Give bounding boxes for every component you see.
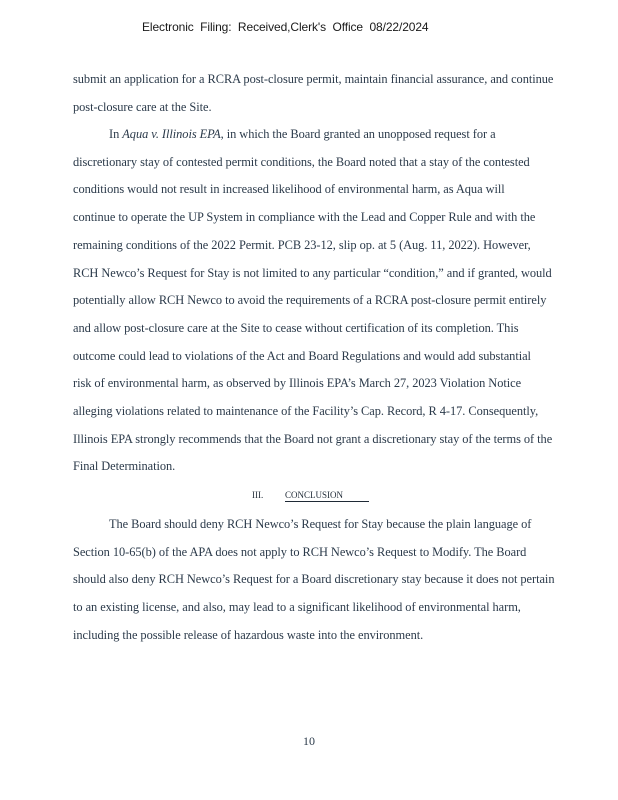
line-prefix: In — [109, 127, 123, 141]
paragraph-conclusion — [73, 511, 603, 650]
paragraph-line: Illinois EPA strongly recommends that the Board not grant a discretionary stay of the terms of the — [73, 431, 553, 446]
paragraph-line: risk of environmental harm, as observed by Illinois EPA’s March 27, 2023 Violation Notice — [73, 376, 522, 391]
paragraph-continued — [73, 66, 603, 121]
paragraph-line: RCH Newco’s Request for Stay is not limited to any particular “condition,” and if granted, would — [73, 265, 552, 280]
paragraph-line: Section 10-65(b) of the APA does not apply to RCH Newco’s Request to Modify. The Board — [73, 544, 527, 559]
paragraph-line — [73, 121, 603, 149]
first-line-text: The Board should deny RCH Newco’s Request for Stay because the plain language of — [109, 517, 532, 531]
paragraph-line: conditions would not result in increased likelihood of environmental harm, as Aqua will — [73, 182, 505, 197]
paragraph-line: continue to operate the UP System in compliance with the Lead and Copper Rule and with the — [73, 210, 536, 225]
paragraph-line: potentially allow RCH Newco to avoid the requirements of a RCRA post-closure permit entirely — [73, 293, 547, 308]
paragraph-line: and allow post-closure care at the Site to cease without certification of its completion. This — [73, 320, 519, 335]
case-name: Aqua v. Illinois EPA — [122, 127, 221, 141]
paragraph-aqua — [73, 121, 603, 481]
paragraph-line: discretionary stay of contested permit conditions, the Board noted that a stay of the contested — [73, 154, 530, 169]
section-title: CONCLUSION — [285, 490, 369, 502]
filing-stamp: Electronic Filing: Received,Clerk's Office 08/22/2024 — [142, 20, 429, 34]
paragraph-line: remaining conditions of the 2022 Permit. PCB 23-12, slip op. at 5 (Aug. 11, 2022). However, — [73, 237, 531, 252]
page-number: 10 — [303, 734, 315, 748]
paragraph-line: including the possible release of hazardous waste into the environment. — [73, 627, 424, 642]
section-number: III. — [252, 490, 264, 500]
paragraph-line: Final Determination. — [73, 459, 176, 474]
paragraph-line: should also deny RCH Newco’s Request for a Board discretionary stay because it does not pertain — [73, 572, 555, 587]
paragraph-line: submit an application for a RCRA post-closure permit, maintain financial assurance, and continue — [73, 72, 554, 86]
paragraph-line: to an existing license, and also, may lead to a significant likelihood of environmental harm, — [73, 600, 521, 615]
paragraph-line — [73, 511, 603, 539]
line-suffix: , in which the Board granted an unopposed request for a — [220, 127, 496, 141]
paragraph-line: outcome could lead to violations of the Act and Board Regulations and would add substantial — [73, 348, 531, 363]
paragraph-line: alleging violations related to maintenance of the Facility’s Cap. Record, R 4-17. Consequently, — [73, 404, 539, 419]
section-heading — [252, 490, 369, 502]
paragraph-line: post-closure care at the Site. — [73, 99, 212, 114]
